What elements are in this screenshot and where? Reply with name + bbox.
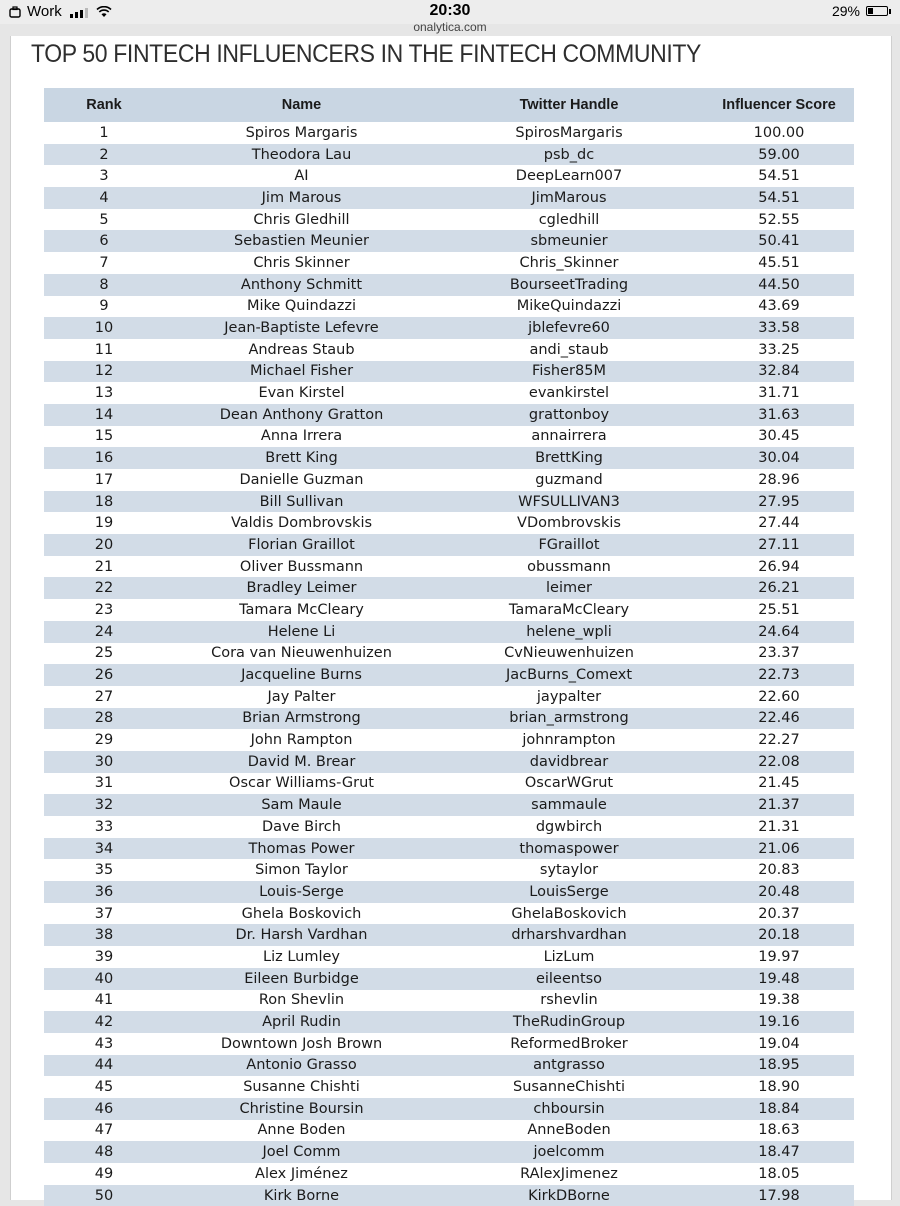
influencer-score-cell: 22.73 xyxy=(758,667,800,684)
influencer-score-cell: 17.98 xyxy=(758,1187,800,1204)
rank-cell: 13 xyxy=(94,385,114,402)
table-row xyxy=(44,447,854,469)
rank-cell: 38 xyxy=(94,927,114,944)
name-cell: Danielle Guzman xyxy=(239,471,364,488)
name-cell: Tamara McCleary xyxy=(239,601,364,618)
influencer-score-cell: 33.25 xyxy=(758,341,800,358)
twitter-handle-cell: chboursin xyxy=(533,1100,605,1117)
twitter-handle-cell: jaypalter xyxy=(536,688,602,705)
rank-cell: 27 xyxy=(94,688,114,705)
table-row xyxy=(44,230,854,252)
table-row xyxy=(44,1163,854,1185)
table-row xyxy=(44,773,854,795)
table-header xyxy=(44,88,854,122)
twitter-handle-cell: brian_armstrong xyxy=(509,710,629,727)
twitter-handle-cell: cgledhill xyxy=(538,211,600,228)
influencer-score-cell: 28.96 xyxy=(758,471,800,488)
influencer-score-cell: 18.63 xyxy=(758,1122,800,1139)
rank-cell: 25 xyxy=(94,645,114,662)
name-cell: Evan Kirstel xyxy=(258,385,345,402)
twitter-handle-cell: johnrampton xyxy=(522,732,616,749)
name-cell: Spiros Margaris xyxy=(245,124,358,141)
twitter-handle-cell: TamaraMcCleary xyxy=(508,601,630,618)
twitter-handle-cell: dgwbirch xyxy=(535,818,603,835)
table-row xyxy=(44,1141,854,1163)
twitter-handle-cell: joelcomm xyxy=(533,1144,605,1161)
influencer-score-cell: 19.97 xyxy=(758,948,800,965)
influencer-score-cell: 32.84 xyxy=(758,363,800,380)
rank-cell: 12 xyxy=(94,363,114,380)
name-cell: Ron Shevlin xyxy=(258,992,345,1009)
name-cell: Anthony Schmitt xyxy=(240,276,363,293)
name-cell: Chris Skinner xyxy=(253,254,350,271)
table-row xyxy=(44,1120,854,1142)
name-cell: Kirk Borne xyxy=(263,1187,340,1204)
rank-cell: 48 xyxy=(94,1144,114,1161)
influencer-score-cell: 19.48 xyxy=(758,970,800,987)
battery-percent: 29% xyxy=(831,3,860,19)
rank-cell: 43 xyxy=(94,1035,114,1052)
table-row xyxy=(44,252,854,274)
rank-cell: 5 xyxy=(99,211,109,228)
twitter-handle-cell: rshevlin xyxy=(540,992,598,1009)
rank-cell: 46 xyxy=(94,1100,114,1117)
name-cell: Eileen Burbidge xyxy=(244,970,359,987)
rank-cell: 24 xyxy=(94,623,114,640)
influencer-score-cell: 31.63 xyxy=(758,406,800,423)
influencer-score-cell: 27.95 xyxy=(758,493,800,510)
rank-cell: 14 xyxy=(94,406,114,423)
name-cell: Jacqueline Burns xyxy=(241,667,362,684)
influencer-score-cell: 31.71 xyxy=(758,385,800,402)
twitter-handle-cell: FGraillot xyxy=(538,536,600,553)
name-cell: Simon Taylor xyxy=(255,862,348,879)
table-row xyxy=(44,165,854,187)
influencer-score-cell: 20.48 xyxy=(758,883,800,900)
twitter-handle-cell: eileentso xyxy=(535,970,603,987)
table-row xyxy=(44,1011,854,1033)
name-cell: Louis-Serge xyxy=(259,883,344,900)
twitter-handle-cell: VDombrovskis xyxy=(517,515,621,532)
rank-cell: 50 xyxy=(94,1187,114,1204)
rank-cell: 30 xyxy=(94,753,114,770)
status-time: 20:30 xyxy=(429,2,471,19)
twitter-handle-cell: DeepLearn007 xyxy=(515,168,623,185)
name-cell: Chris Gledhill xyxy=(253,211,350,228)
influencer-score-cell: 54.51 xyxy=(758,168,800,185)
rank-cell: 35 xyxy=(94,862,114,879)
twitter-handle-cell: GhelaBoskovich xyxy=(511,905,627,922)
influencer-score-cell: 22.27 xyxy=(758,732,800,749)
twitter-handle-cell: JimMarous xyxy=(531,189,607,206)
name-cell: Helene Li xyxy=(267,623,336,640)
influencer-score-cell: 26.94 xyxy=(758,558,800,575)
table-row xyxy=(44,296,854,318)
table-row xyxy=(44,187,854,209)
influencer-score-cell: 33.58 xyxy=(758,320,800,337)
twitter-handle-cell: davidbrear xyxy=(529,753,609,770)
twitter-handle-cell: andi_staub xyxy=(529,341,609,358)
rank-cell: 3 xyxy=(99,168,109,185)
influencer-score-cell: 54.51 xyxy=(758,189,800,206)
twitter-handle-cell: evankirstel xyxy=(528,385,610,402)
rank-cell: 39 xyxy=(94,948,114,965)
name-cell: Thomas Power xyxy=(248,840,355,857)
name-cell: AI xyxy=(294,168,309,185)
name-cell: Florian Graillot xyxy=(248,536,355,553)
influencer-score-cell: 30.04 xyxy=(758,450,800,467)
twitter-handle-cell: thomaspower xyxy=(519,840,619,857)
table-row xyxy=(44,339,854,361)
influencer-score-cell: 44.50 xyxy=(758,276,800,293)
influencer-score-cell: 25.51 xyxy=(758,601,800,618)
name-cell: Susanne Chishti xyxy=(243,1079,360,1096)
rank-cell: 23 xyxy=(94,601,114,618)
table-row xyxy=(44,968,854,990)
influencer-score-cell: 23.37 xyxy=(758,645,800,662)
name-cell: Downtown Josh Brown xyxy=(220,1035,383,1052)
document-page xyxy=(10,36,892,1204)
twitter-handle-cell: drharshvardhan xyxy=(511,927,627,944)
name-cell: Christine Boursin xyxy=(239,1100,364,1117)
rank-cell: 16 xyxy=(94,450,114,467)
rank-cell: 4 xyxy=(99,189,109,206)
rank-cell: 45 xyxy=(94,1079,114,1096)
rank-cell: 26 xyxy=(94,667,114,684)
name-cell: Joel Comm xyxy=(262,1144,341,1161)
rank-cell: 44 xyxy=(94,1057,114,1074)
twitter-handle-cell: helene_wpli xyxy=(526,623,612,640)
table-row xyxy=(44,426,854,448)
table-row xyxy=(44,556,854,578)
twitter-handle-cell: grattonboy xyxy=(528,406,610,423)
column-header-twitter-handle: Twitter Handle xyxy=(519,97,619,113)
twitter-handle-cell: SusanneChishti xyxy=(513,1079,625,1096)
rank-cell: 21 xyxy=(94,558,114,575)
rank-cell: 29 xyxy=(94,732,114,749)
influencer-score-cell: 59.00 xyxy=(758,146,800,163)
influencer-score-cell: 21.31 xyxy=(758,818,800,835)
table-row xyxy=(44,924,854,946)
twitter-handle-cell: KirkDBorne xyxy=(528,1187,610,1204)
influencer-score-cell: 21.45 xyxy=(758,775,800,792)
rank-cell: 17 xyxy=(94,471,114,488)
twitter-handle-cell: Fisher85M xyxy=(532,363,606,380)
name-cell: Sebastien Meunier xyxy=(234,233,369,250)
table-row xyxy=(44,729,854,751)
rank-cell: 41 xyxy=(94,992,114,1009)
name-cell: Theodora Lau xyxy=(251,146,352,163)
rank-cell: 34 xyxy=(94,840,114,857)
influencer-score-cell: 18.90 xyxy=(758,1079,800,1096)
name-cell: Brett King xyxy=(265,450,338,467)
rank-cell: 1 xyxy=(99,124,109,141)
influencer-score-cell: 19.16 xyxy=(758,1014,800,1031)
rank-cell: 40 xyxy=(94,970,114,987)
twitter-handle-cell: antgrasso xyxy=(533,1057,605,1074)
table-row xyxy=(44,122,854,144)
table-row xyxy=(44,751,854,773)
rank-cell: 8 xyxy=(99,276,109,293)
table-row xyxy=(44,990,854,1012)
name-cell: Alex Jiménez xyxy=(255,1165,348,1182)
table-row xyxy=(44,209,854,231)
table-row xyxy=(44,512,854,534)
twitter-handle-cell: guzmand xyxy=(535,471,603,488)
twitter-handle-cell: BrettKing xyxy=(535,450,603,467)
twitter-handle-cell: WFSULLIVAN3 xyxy=(518,493,620,510)
name-cell: Oliver Bussmann xyxy=(239,558,364,575)
influencer-score-cell: 100.00 xyxy=(753,124,805,141)
table-row xyxy=(44,1098,854,1120)
battery-indicator xyxy=(832,3,891,19)
rank-cell: 22 xyxy=(94,580,114,597)
rank-cell: 9 xyxy=(99,298,109,315)
twitter-handle-cell: CvNieuwenhuizen xyxy=(504,645,634,662)
rank-cell: 31 xyxy=(94,775,114,792)
table-row xyxy=(44,859,854,881)
rank-cell: 6 xyxy=(99,233,109,250)
influencer-score-cell: 20.37 xyxy=(758,905,800,922)
table-row xyxy=(44,144,854,166)
table-row xyxy=(44,404,854,426)
influencer-score-cell: 24.64 xyxy=(758,623,800,640)
carrier-label: Work xyxy=(27,3,62,20)
table-row xyxy=(44,794,854,816)
rank-cell: 32 xyxy=(94,797,114,814)
influencer-score-cell: 20.18 xyxy=(758,927,800,944)
name-cell: Liz Lumley xyxy=(263,948,340,965)
name-cell: Ghela Boskovich xyxy=(241,905,362,922)
twitter-handle-cell: Chris_Skinner xyxy=(519,254,619,271)
twitter-handle-cell: jblefevre60 xyxy=(528,320,610,337)
table-row xyxy=(44,274,854,296)
table-row xyxy=(44,491,854,513)
influencer-score-cell: 18.95 xyxy=(758,1057,800,1074)
influencer-score-cell: 18.47 xyxy=(758,1144,800,1161)
rank-cell: 33 xyxy=(94,818,114,835)
table-row xyxy=(44,534,854,556)
influencer-score-cell: 22.60 xyxy=(758,688,800,705)
name-cell: Jay Palter xyxy=(267,688,336,705)
twitter-handle-cell: TheRudinGroup xyxy=(512,1014,626,1031)
twitter-handle-cell: sytaylor xyxy=(539,862,599,879)
influencer-score-cell: 50.41 xyxy=(758,233,800,250)
table-row xyxy=(44,1033,854,1055)
twitter-handle-cell: JacBurns_Comext xyxy=(505,667,633,684)
twitter-handle-cell: OscarWGrut xyxy=(524,775,614,792)
table-row xyxy=(44,469,854,491)
twitter-handle-cell: sammaule xyxy=(531,797,607,814)
influencer-score-cell: 26.21 xyxy=(758,580,800,597)
name-cell: David M. Brear xyxy=(247,753,356,770)
rank-cell: 19 xyxy=(94,515,114,532)
name-cell: Jean-Baptiste Lefevre xyxy=(224,320,379,337)
influencer-score-cell: 18.05 xyxy=(758,1165,800,1182)
table-row xyxy=(44,1076,854,1098)
influencer-score-cell: 20.83 xyxy=(758,862,800,879)
table-row xyxy=(44,1185,854,1206)
table-row xyxy=(44,621,854,643)
table-row xyxy=(44,1055,854,1077)
rank-cell: 10 xyxy=(94,320,114,337)
name-cell: Valdis Dombrovskis xyxy=(230,515,373,532)
column-header-influencer-score: Influencer Score xyxy=(722,97,836,113)
influencer-score-cell: 52.55 xyxy=(758,211,800,228)
twitter-handle-cell: MikeQuindazzi xyxy=(516,298,622,315)
influencer-score-cell: 45.51 xyxy=(758,254,800,271)
rank-cell: 47 xyxy=(94,1122,114,1139)
rank-cell: 20 xyxy=(94,536,114,553)
twitter-handle-cell: LizLum xyxy=(543,948,595,965)
name-cell: Anna Irrera xyxy=(260,428,343,445)
influencer-score-cell: 30.45 xyxy=(758,428,800,445)
rank-cell: 2 xyxy=(99,146,109,163)
influencer-score-cell: 43.69 xyxy=(758,298,800,315)
influencer-score-cell: 19.38 xyxy=(758,992,800,1009)
name-cell: Sam Maule xyxy=(261,797,342,814)
rank-cell: 7 xyxy=(99,254,109,271)
rank-cell: 11 xyxy=(94,341,114,358)
rank-cell: 18 xyxy=(94,493,114,510)
column-header-name: Name xyxy=(281,97,322,113)
name-cell: Dean Anthony Gratton xyxy=(219,406,384,423)
column-header-rank: Rank xyxy=(86,97,122,113)
influencer-score-cell: 18.84 xyxy=(758,1100,800,1117)
rank-cell: 15 xyxy=(94,428,114,445)
influencer-score-cell: 19.04 xyxy=(758,1035,800,1052)
name-cell: John Rampton xyxy=(250,732,353,749)
name-cell: Anne Boden xyxy=(257,1122,346,1139)
twitter-handle-cell: annairrera xyxy=(531,428,607,445)
twitter-handle-cell: SpirosMargaris xyxy=(515,124,623,141)
rank-cell: 37 xyxy=(94,905,114,922)
twitter-handle-cell: sbmeunier xyxy=(530,233,608,250)
table-row xyxy=(44,361,854,383)
twitter-handle-cell: psb_dc xyxy=(543,146,595,163)
rank-cell: 36 xyxy=(94,883,114,900)
twitter-handle-cell: obussmann xyxy=(527,558,611,575)
name-cell: Bradley Leimer xyxy=(246,580,357,597)
influencer-score-cell: 27.44 xyxy=(758,515,800,532)
twitter-handle-cell: AnneBoden xyxy=(527,1122,611,1139)
influencer-table xyxy=(44,88,854,1206)
table-row xyxy=(44,881,854,903)
table-row xyxy=(44,317,854,339)
twitter-handle-cell: BourseetTrading xyxy=(509,276,629,293)
status-bar xyxy=(0,0,900,34)
table-row xyxy=(44,577,854,599)
name-cell: Dr. Harsh Vardhan xyxy=(235,927,368,944)
url-label[interactable]: onalytica.com xyxy=(413,20,487,34)
table-row xyxy=(44,903,854,925)
battery-icon xyxy=(866,6,888,16)
influencer-score-cell: 22.08 xyxy=(758,753,800,770)
name-cell: Dave Birch xyxy=(262,818,341,835)
name-cell: Andreas Staub xyxy=(248,341,355,358)
name-cell: April Rudin xyxy=(262,1014,341,1031)
table-row xyxy=(44,643,854,665)
influencer-score-cell: 21.06 xyxy=(758,840,800,857)
name-cell: Jim Marous xyxy=(261,189,342,206)
twitter-handle-cell: RAlexJimenez xyxy=(520,1165,618,1182)
table-row xyxy=(44,382,854,404)
name-cell: Mike Quindazzi xyxy=(246,298,357,315)
rank-cell: 42 xyxy=(94,1014,114,1031)
influencer-score-cell: 21.37 xyxy=(758,797,800,814)
twitter-handle-cell: LouisSerge xyxy=(529,883,609,900)
influencer-score-cell: 22.46 xyxy=(758,710,800,727)
table-row xyxy=(44,708,854,730)
name-cell: Bill Sullivan xyxy=(259,493,344,510)
twitter-handle-cell: ReformedBroker xyxy=(510,1035,628,1052)
table-row xyxy=(44,946,854,968)
table-row xyxy=(44,816,854,838)
table-row xyxy=(44,664,854,686)
name-cell: Oscar Williams-Grut xyxy=(229,775,374,792)
influencer-score-cell: 27.11 xyxy=(758,536,800,553)
name-cell: Brian Armstrong xyxy=(242,710,361,727)
name-cell: Michael Fisher xyxy=(249,363,354,380)
name-cell: Antonio Grasso xyxy=(246,1057,357,1074)
rank-cell: 49 xyxy=(94,1165,114,1182)
twitter-handle-cell: leimer xyxy=(546,580,592,597)
page-title: TOP 50 FINTECH INFLUENCERS IN THE FINTECH COMMUNITY xyxy=(31,40,702,68)
table-row xyxy=(44,686,854,708)
rank-cell: 28 xyxy=(94,710,114,727)
table-row xyxy=(44,599,854,621)
table-row xyxy=(44,838,854,860)
name-cell: Cora van Nieuwenhuizen xyxy=(211,645,392,662)
